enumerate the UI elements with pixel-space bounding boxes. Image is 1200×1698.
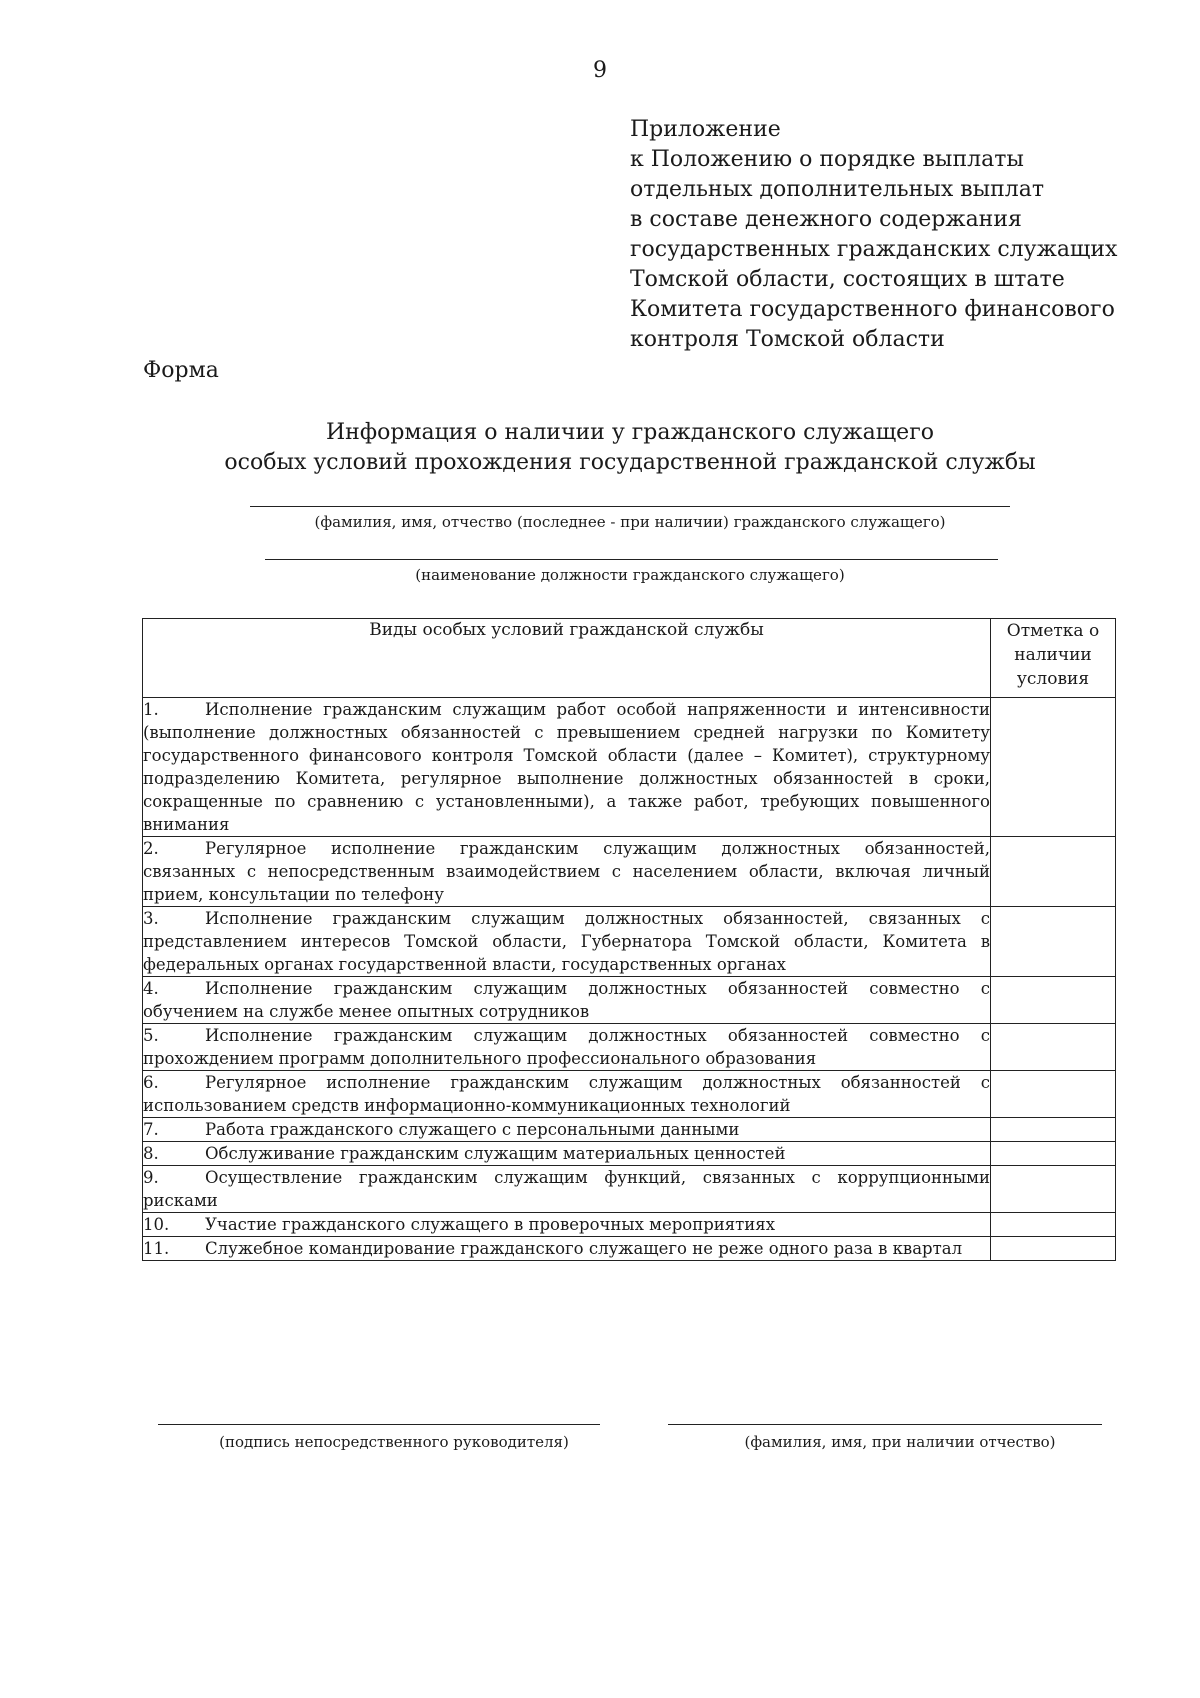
condition-description: Работа гражданского служащего с персональными данными [205, 1120, 740, 1139]
condition-description: Служебное командирование гражданского служащего не реже одного раза в квартал [205, 1239, 963, 1258]
table-row [143, 837, 1116, 907]
table-row [143, 1166, 1116, 1213]
mark-cell[interactable] [991, 1142, 1116, 1166]
condition-cell [143, 698, 991, 837]
table-row [143, 1071, 1116, 1118]
condition-text [143, 698, 990, 836]
table-row [143, 1237, 1116, 1261]
supervisor-name-caption: (фамилия, имя, при наличии отчество) [744, 1433, 1056, 1451]
condition-number: 5. [143, 1026, 159, 1045]
form-label: Форма [143, 358, 219, 383]
table-row [143, 1142, 1116, 1166]
document-title [0, 418, 1200, 478]
mark-cell[interactable] [991, 977, 1116, 1024]
name-fill-line[interactable] [250, 506, 1010, 507]
condition-number: 2. [143, 839, 159, 858]
table-row [143, 907, 1116, 977]
condition-text [143, 1071, 990, 1117]
condition-description: Регулярное исполнение гражданским служащим должностных обязанностей, связанных с непосредственным взаимодействием с населением области, включая личный прием, консультации по телефону [143, 839, 990, 904]
header-kind: Виды особых условий гражданской службы [143, 619, 991, 698]
condition-number: 7. [143, 1120, 159, 1139]
condition-description: Осуществление гражданским служащим функций, связанных с коррупционными рисками [143, 1168, 990, 1210]
condition-cell [143, 1024, 991, 1071]
condition-text [143, 1237, 990, 1260]
table-row [143, 1213, 1116, 1237]
condition-text [143, 837, 990, 906]
appendix-line: отдельных дополнительных выплат [630, 177, 1045, 202]
condition-text [143, 1118, 990, 1141]
header-mark [991, 619, 1116, 698]
supervisor-signature-caption: (подпись непосредственного руководителя) [219, 1433, 569, 1451]
condition-description: Исполнение гражданским служащим работ особой напряженности и интенсивности (выполнение должностных обязанностей с превышением средней нагрузки по Комитету государственного финансового контроля Томской области (далее – Комитет), структурному подразделению Комитета, регулярное выполнение должностных обязанностей в сроки, сокращенные по сравнению с установленными), а также работ, требующих повышенного внимания [143, 700, 990, 834]
condition-description: Регулярное исполнение гражданским служащим должностных обязанностей с использованием средств информационно-коммуникационных технологий [143, 1073, 990, 1115]
condition-text [143, 1024, 990, 1070]
appendix-line: в составе денежного содержания [630, 207, 1022, 232]
mark-cell[interactable] [991, 698, 1116, 837]
condition-description: Обслуживание гражданским служащим материальных ценностей [205, 1144, 786, 1163]
appendix-line: Томской области, состоящих в штате [630, 267, 1065, 292]
page-number: 9 [593, 58, 607, 83]
appendix-line: государственных гражданских служащих [630, 237, 1118, 262]
condition-text [143, 907, 990, 976]
title-line-2: особых условий прохождения государственной гражданской службы [224, 450, 1036, 475]
title-line-1: Информация о наличии у гражданского служащего [326, 420, 934, 445]
condition-text [143, 1213, 990, 1236]
condition-cell [143, 1166, 991, 1213]
table-row [143, 1024, 1116, 1071]
mark-cell[interactable] [991, 1118, 1116, 1142]
mark-cell[interactable] [991, 907, 1116, 977]
table-row [143, 698, 1116, 837]
condition-number: 6. [143, 1073, 159, 1092]
table-row [143, 1118, 1116, 1142]
mark-cell[interactable] [991, 1071, 1116, 1118]
appendix-line: Комитета государственного финансового [630, 297, 1115, 322]
condition-number: 8. [143, 1144, 159, 1163]
mark-cell[interactable] [991, 1024, 1116, 1071]
condition-description: Участие гражданского служащего в проверочных мероприятиях [205, 1215, 776, 1234]
appendix-line: к Положению о порядке выплаты [630, 147, 1024, 172]
mark-cell[interactable] [991, 1213, 1116, 1237]
condition-description: Исполнение гражданским служащим должностных обязанностей совместно с прохождением программ дополнительного профессионального образования [143, 1026, 990, 1068]
table-header-row [143, 619, 1116, 698]
table-row [143, 977, 1116, 1024]
condition-text [143, 977, 990, 1023]
mark-cell[interactable] [991, 1166, 1116, 1213]
mark-cell[interactable] [991, 1237, 1116, 1261]
position-fill-line[interactable] [265, 559, 998, 560]
condition-text [143, 1166, 990, 1212]
condition-description: Исполнение гражданским служащим должностных обязанностей совместно с обучением на службе менее опытных сотрудников [143, 979, 990, 1021]
condition-cell [143, 1237, 991, 1261]
condition-number: 4. [143, 979, 159, 998]
condition-number: 9. [143, 1168, 159, 1187]
supervisor-signature-line[interactable] [158, 1424, 600, 1425]
position-field-caption: (наименование должности гражданского служащего) [415, 566, 845, 584]
supervisor-name-line[interactable] [668, 1424, 1102, 1425]
condition-cell [143, 1118, 991, 1142]
condition-number: 10. [143, 1215, 170, 1234]
condition-cell [143, 837, 991, 907]
header-mark-text: Отметка о наличии условия [1006, 621, 1100, 689]
condition-cell [143, 1071, 991, 1118]
condition-cell [143, 1142, 991, 1166]
condition-text [143, 1142, 990, 1165]
condition-number: 11. [143, 1239, 170, 1258]
appendix-line: контроля Томской области [630, 327, 945, 352]
condition-cell [143, 977, 991, 1024]
condition-cell [143, 907, 991, 977]
appendix-block [630, 115, 1170, 355]
condition-cell [143, 1213, 991, 1237]
mark-cell[interactable] [991, 837, 1116, 907]
condition-number: 3. [143, 909, 159, 928]
conditions-table [142, 618, 1116, 1261]
condition-description: Исполнение гражданским служащим должностных обязанностей, связанных с представлением интересов Томской области, Губернатора Томской области, Комитета в федеральных органах государственной власти, государственных органах [143, 909, 990, 974]
name-field-caption: (фамилия, имя, отчество (последнее - при наличии) гражданского служащего) [314, 513, 946, 531]
appendix-line: Приложение [630, 117, 781, 142]
condition-number: 1. [143, 700, 159, 719]
